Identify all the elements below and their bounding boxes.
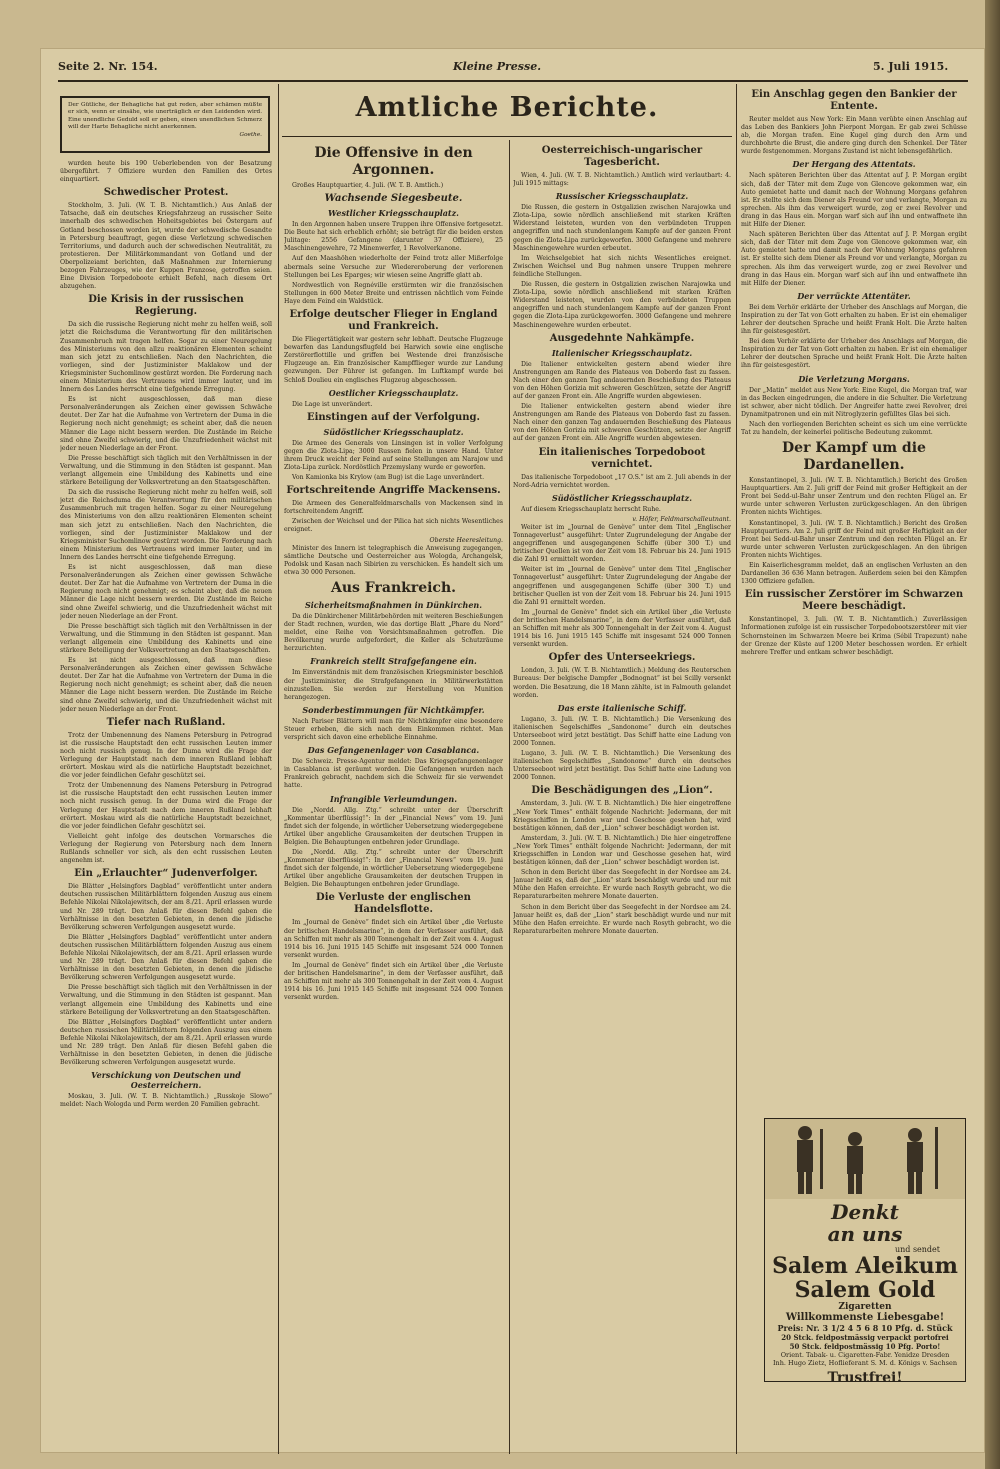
article-text: Im „Journal de Genève“ findet sich ein Artikel über „die Verluste der britischen Handelsmarine“, in dem der Verfasser ausführt, daß an Schiffen mit mehr als 300 Tonnengehalt in der Zeit vom 4. August 1914 bis 16. Juni 1915 145 Schiffe mit insgesamt 524 000 Tonnen versenkt wurden. [513, 608, 731, 649]
article-text: Im „Journal de Genève“ findet sich ein Artikel über „die Verluste der britischen Handelsmarine“, in dem der Verfasser ausführt, daß an Schiffen mit mehr als 300 Tonnengehalt in der Zeit vom 4. August 1914 bis 16. Juni 1915 145 Schiffe mit insgesamt 524 000 Tonnen versenkt wurden. [284, 961, 503, 1002]
headline: Oesterreichisch-ungarischer Tagesbericht. [541, 145, 703, 168]
section-label: Südöstlicher Kriegsschauplatz. [323, 426, 464, 437]
headline: Schwedischer Protest. [103, 187, 229, 199]
article-text: Die „Nordd. Allg. Ztg.“ schreibt unter der Überschrift „Kommentar überflüssig!“: In der „Financial News“ vom 19. Juni findet sich der folgende, in wörtlicher Uebersetzung wiedergegebene Artikel über angebliche Grausamkeiten der deutschen Truppen in Belgien. Die Behauptungen entbehren jeder Grundlage. [284, 848, 503, 889]
headline: Ein russischer Zerstörer im Schwarzen Meere beschädigt. [744, 589, 964, 613]
article-text: Schon in dem Bericht über das Seegefecht in der Nordsee am 24. Januar heißt es, daß der „Lion“ stark beschädigt wurde und nur mit Mühe den Hafen erreichte. Er wurde nach Rosyth gebracht, wo die Reparaturarbeiten mehrere Monate dauerten. [513, 869, 731, 901]
section-label: Oestlicher Kriegsschauplatz. [328, 387, 459, 398]
article-text: Die Italiener entwickelten gestern abend wieder ihre Anstrengungen am Rande des Plateaus von Doberdo fast zu fassen. Nach einer den ganzen Tag andauernden Beschießung des Plateaus von den Höhen Gorizia mit schweren Geschützen, setzte der Angriff auf der ganzen Front ein. Alle Angriffe wurden abgewiesen. [513, 360, 731, 400]
main-title: Amtliche Berichte. [355, 92, 659, 123]
article-text: Konstantinopel, 3. Juli. (W. T. B. Nichtamtlich.) Bericht des Großen Hauptquartiers. Am 2. Juli griff der Feind mit großer Heftigkeit an der Front bei Sedd-ul-Bahr unser Zentrum und den rechten Flügel an. Er wurde unter schweren Verlusten zurückgeschlagen. An den übrigen Fronten nichts Wichtiges. [741, 477, 967, 517]
article-text: Weiter ist im „Journal de Genève“ unter dem Titel „Englischer Tonnageverlust“ ausgeführt: Unter Zugrundelegung der Angabe der angegriffenen und ausgegangenen Schiffe (über 300 T.) und britischer Quellen ist von der Zeit vom 18. Februar bis 24. Juni 1915 die Zahl 91 ermittelt worden. [513, 566, 731, 606]
column-4 [741, 86, 967, 1112]
column-divider [509, 140, 510, 1454]
article-text: Die Armee des Generals von Linsingen ist in voller Verfolgung gegen die Zlota-Lipa; 3000 Russen fielen in unsere Hand. Unter ihrem Druck weicht der Feind auf seine Stellungen am Narajow und Zlota-Lipa zurück. Nordöstlich Przemyslany wurde er geworfen. [284, 439, 503, 471]
ad-brand: Salem Aleikum [772, 1253, 958, 1279]
ad-text: Orient. Tabak- u. Cigaretten-Fabr. Yenidze Dresden [780, 1351, 950, 1359]
subheadline: Sonderbestimmungen für Nichtkämpfer. [302, 704, 485, 715]
column-3 [513, 142, 731, 1452]
header-rule [58, 80, 968, 82]
article-text: Nordwestlich von Regnéville erstürmten wir die französischen Stellungen in 600 Meter Breite und entrissen nächtlich vom Feinde Haye dem Feind ein Waldstück. [284, 281, 503, 305]
subheadline: Der verrückte Attentäter. [797, 290, 911, 301]
article-text: Im Weichselgebiet hat sich nichts Wesentliches ereignet. Zwischen Weichsel und Bug nahmen unsere Truppen mehrere feindliche Stellungen. [513, 254, 731, 278]
article-text: Die Blätter „Helsingfors Dagblad“ veröffentlicht unter andern deutschen russischen Militärblättern folgenden Auszug aus einem Befehle Nikolai Nikolajewitsch, der am 8./21. April erlassen wurde und Nr. 289 trägt. Den Anlaß für diesen Befehl gaben die Verhältnisse in den besetzten Gebieten, in denen die jüdische Bevölkerung schweren Verfolgungen ausgesetzt wurde. [60, 933, 272, 982]
subheadline: Der Hergang des Attentats. [792, 159, 916, 170]
headline: Einstingen auf der Verfolgung. [306, 411, 480, 423]
headline: Die Verluste der englischen Handelsflotte. [316, 892, 471, 916]
subheadline: Frankreich stellt Strafgefangene ein. [310, 656, 477, 667]
section-label: Südöstlicher Kriegsschauplatz. [551, 492, 692, 503]
column-divider [736, 84, 737, 1454]
article-text: wurden heute bis 190 Ueberlebenden von der Besatzung übergeführt. 7 Offiziere wurden den Familien des Ortes einquartiert. [60, 160, 272, 184]
column-1 [60, 160, 272, 1450]
article-text: Lugano, 3. Juli. (W. T. B. Nichtamtlich.) Die Versenkung des italienischen Segelschiffes „Sandonome“ durch ein deutsches Unterseeboot wird jetzt bestätigt. Das Schiff hatte eine Ladung von 2000 Tonnen. [513, 715, 731, 747]
article-text: Die Schweiz. Presse-Agentur meldet: Das Kriegsgefangenenlager in Casablanca ist geräumt worden. Die Gefangenen wurden nach Frankreich gebracht, nachdem sich die Schweiz für sie verwendet hatte. [284, 758, 503, 790]
article-text: Es ist nicht ausgeschlossen, daß man diese Personalveränderungen als Zeichen einer gewissen Schwäche deutet. Der Zar hat die Aufnahme von Vertretern der Duma in die Regierung noch nicht genehmigt; es scheint aber, daß die neuen Männer die Lage nicht bessern werden. Die Zustände im Reiche sind ohne Zweifel schwierig, und die Unzufriedenheit wächst mit jeder neuen Niederlage an der Front. [60, 564, 272, 620]
ad-slogan: Trustfrei! [827, 1370, 903, 1382]
headline: Opfer des Unterseekriegs. [548, 652, 696, 664]
header-date: 5. Juli 1915. [873, 60, 949, 73]
ad-headline: Denkt [831, 1200, 899, 1224]
article-text: Ein Kaiserlichesgramm meldet, daß an englischen Verlusten an den Dardanellen 36 636 Mann betragen. Außerdem seien bei den Kämpfen 1300 Offiziere gefallen. [741, 562, 967, 586]
article-text: Im Einverständnis mit dem französischen Kriegsminister beschloß der Justizminister, die Strafgefangenen in Militärwerkstätten einzustellen. Sie werden zur Herstellung von Munition herangezogen. [284, 669, 503, 701]
article-text: Es ist nicht ausgeschlossen, daß man diese Personalveränderungen als Zeichen einer gewissen Schwäche deutet. Der Zar hat die Aufnahme von Vertretern der Duma in die Regierung noch nicht genehmigt; es scheint aber, daß die neuen Männer die Lage nicht bessern werden. Die Zustände im Reiche sind ohne Zweifel schwierig, und die Unzufriedenheit wächst mit jeder neuen Niederlage an der Front. [60, 657, 272, 713]
article-text: Die Italiener entwickelten gestern abend wieder ihre Anstrengungen am Rande des Plateaus von Doberdo fast zu fassen. Nach einer den ganzen Tag andauernden Beschießung des Plateaus von den Höhen Gorizia mit schweren Geschützen, setzte der Angriff auf der ganzen Front ein. Alle Angriffe wurden abgewiesen. [513, 403, 731, 443]
ad-brand: Salem Gold [794, 1277, 936, 1303]
soldiers-illustration [765, 1119, 965, 1199]
article-text: Die Presse beschäftigt sich täglich mit den Verhältnissen in der Verwaltung, und die Stimmung in den Städten ist gespannt. Man verlangt allgemein eine Umbildung des Kabinetts und eine stärkere Beteiligung der Volksvertretung an den Staatsgeschäften. [60, 984, 272, 1016]
article-text: Reuter meldet aus New York: Ein Mann verübte einen Anschlag auf das Leben des Bankiers John Pierpont Morgan. Er gab zwei Schüsse ab, die Morgan trafen. Eine Kugel ging durch den Arm und durchbohrte die Brust, die andere ging durch den Schenkel. Der Täter wurde festgenommen. Morgans Zustand ist nicht lebensgefährlich. [741, 116, 967, 156]
section-label: Russischer Kriegsschauplatz. [555, 191, 689, 202]
headline: Ein italienisches Torpedoboot vernichtet. [538, 446, 706, 470]
subheadline: Die Verletzung Morgans. [798, 373, 910, 384]
article-text: Das italienische Torpedoboot „17 O.S.“ ist am 2. Juli abends in der Nord-Adria vernichtet worden. [513, 473, 731, 489]
article-text: Die Presse beschäftigt sich täglich mit den Verhältnissen in der Verwaltung, und die Stimmung in den Städten ist gespannt. Man verlangt allgemein eine Umbildung des Kabinetts und eine stärkere Beteiligung der Volksvertretung an den Staatsgeschäften. [60, 622, 272, 654]
headline: Der Kampf um die Dardanellen. [782, 440, 926, 474]
headline: Ein Anschlag gegen den Bankier der Entente. [751, 89, 957, 112]
article-text: Da die Dünkirchener Militärbehörden mit weiteren Beschießungen der Stadt rechnen, wurden, wie das dortige Blatt „Phare du Nord“ meldet, eine Reihe von Vorsichtsmaßnahmen getroffen. Die Bevölkerung wurde aufgefordert, die Keller als Schutzräume herzurichten. [284, 613, 503, 653]
headline: Die Offensive in den Argonnen. [314, 145, 473, 178]
article-text: Lugano, 3. Juli. (W. T. B. Nichtamtlich.) Die Versenkung des italienischen Segelschiffes „Sandonome“ durch ein deutsches Unterseeboot wird jetzt bestätigt. Das Schiff hatte eine Ladung von 2000 Tonnen. [513, 750, 731, 782]
ad-text: 20 Stck. feldpostmässig verpackt portofrei [781, 1333, 949, 1342]
article-text: Bei dem Verhör erklärte der Urheber des Anschlags auf Morgan, die Inspiration zu der Tat von Gott erhalten zu haben. Er ist ein ehemaliger Lehrer der deutschen Sprache und heißt Frank Holt. Die Ärzte halten ihn für geistesgestört. [741, 303, 967, 336]
article-text: Konstantinopel, 3. Juli. (W. T. B. Nichtamtlich.) Bericht des Großen Hauptquartiers. Am 2. Juli griff der Feind mit großer Heftigkeit an der Front bei Sedd-ul-Bahr unser Zentrum und den rechten Flügel an. Er wurde unter schweren Verlusten zurückgeschlagen. An den übrigen Fronten nichts Wichtiges. [741, 519, 967, 559]
dateline: Wien, 4. Juli. (W. T. B. Nichtamtlich.) Amtlich wird verlautbart: 4. Juli 1915 mittags: [513, 172, 731, 188]
ad-text: Willkommenste Liebesgabe! [785, 1312, 945, 1323]
headline: Tiefer nach Rußland. [106, 716, 226, 728]
article-text: Zwischen der Weichsel und der Pilica hat sich nichts Wesentliches ereignet. [284, 518, 503, 534]
subheadline: Verschickung von Deutschen und Oesterreichern. [91, 1070, 241, 1091]
headline: Die Beschädigungen des „Lion“. [531, 785, 713, 797]
article-text: Nach den vorliegenden Berichten scheint es sich um eine verrückte Tat zu handeln, der keinerlei politische Bedeutung zukommt. [741, 420, 967, 436]
article-text: Bei dem Verhör erklärte der Urheber des Anschlags auf Morgan, die Inspiration zu der Tat von Gott erhalten zu haben. Er ist ein ehemaliger Lehrer der deutschen Sprache und heißt Frank Holt. Die Ärzte halten ihn für geistesgestört. [741, 338, 967, 370]
headline: Erfolge deutscher Flieger in England und Frankreich. [289, 309, 498, 333]
article-text: Konstantinopel, 3. Juli. (W. T. B. Nichtamtlich.) Zuverlässigen Informationen zufolge ist ein russischer Torpedobootszerstörer mit vier Schornsteinen im Schwarzen Meere bei Krima (Sébil Trapezunt) nahe der Grenze der Küste auf 1200 Meter beschossen worden. Er erhielt mehrere Treffer und entkam schwer beschädigt. [741, 616, 967, 656]
article-text: Nach späteren Berichten über das Attentat auf J. P. Morgan ergibt sich, daß der Täter mit dem Zuge von Glencove gekommen war, ein Auto gemietet hatte und damit nach der Wohnung Morgans gefahren ist. Er stellte sich dem Diener als Freund vor und verlangte, Morgan zu sprechen. Als ihm das verweigert wurde, zog er zwei Revolver und drang in das Haus ein. Morgan warf sich auf ihn und entwaffnete ihn mit Hilfe der Diener. [741, 172, 967, 229]
article-text: In den Argonnen haben unsere Truppen ihre Offensive fortgesetzt. Die Beute hat sich erheblich erhöht; sie beträgt für die beiden ersten Julitage: 2556 Gefangene (darunter 37 Offiziere), 25 Maschinengewehre, 72 Minenwerfer, 1 Revolverkanone. [284, 221, 503, 253]
article-text: Im „Journal de Genève“ findet sich ein Artikel über „die Verluste der britischen Handelsmarine“, in dem der Verfasser ausführt, daß an Schiffen mit mehr als 300 Tonnengehalt in der Zeit vom 4. August 1914 bis 16. Juni 1915 145 Schiffe mit insgesamt 524 000 Tonnen versenkt wurden. [284, 919, 503, 959]
section-label: Italienischer Kriegsschauplatz. [551, 347, 693, 358]
article-text: Weiter ist im „Journal de Genève“ unter dem Titel „Englischer Tonnageverlust“ ausgeführt: Unter Zugrundelegung der Angabe der angegriffenen und ausgegangenen Schiffe (über 300 T.) und britischer Quellen ist von der Zeit vom 18. Februar bis 24. Juni 1915 die Zahl 91 ermittelt worden. [513, 523, 731, 564]
headline: Ausgedehnte Nahkämpfe. [549, 332, 695, 344]
headline: Fortschreitende Angriffe Mackensens. [286, 485, 501, 497]
article-text: Die „Nordd. Allg. Ztg.“ schreibt unter der Überschrift „Kommentar überflüssig!“: In der „Financial News“ vom 19. Juni findet sich der folgende, in wörtlicher Uebersetzung wiedergegebene Artikel über angebliche Grausamkeiten der deutschen Truppen in Belgien. Die Behauptungen entbehren jeder Grundlage. [284, 806, 503, 846]
article-text: Nach späteren Berichten über das Attentat auf J. P. Morgan ergibt sich, daß der Täter mit dem Zuge von Glencove gekommen war, ein Auto gemietet hatte und damit nach der Wohnung Morgans gefahren ist. Er stellte sich dem Diener als Freund vor und verlangte, Morgan zu sprechen. Als ihm das verweigert wurde, zog er zwei Revolver und drang in das Haus ein. Morgan warf sich auf ihn und entwaffnete ihn mit Hilfe der Diener. [741, 231, 967, 287]
article-text: Da sich die russische Regierung nicht mehr zu helfen weiß, soll jetzt die Reichsduma die Verantwortung für den militärischen Zusammenbruch mit tragen helfen. Sogar zu einer Neuregelung des Ministeriums von den allzu reaktionären Elementen scheint man sich jetzt zu entschließen. Nach den Nachrichten, die vorliegen, sind der Justizminister Maklakow und der Kriegsminister Suchomlinow gestürzt worden. Die Forderung nach einem Ministerium des Vertrauens wird immer lauter, und im Innern des Landes herrscht eine tiefgehende Erregung. [60, 321, 272, 394]
article-text: Trotz der Umbenennung des Namens Petersburg in Petrograd ist die russische Hauptstadt den echt russischen Leuten immer noch nicht russisch genug. In der Duma wird die Frage der Verlegung der Hauptstadt nach dem inneren Rußland lebhaft erörtert. Moskau wird als die natürliche Hauptstadt bezeichnet, die vor jeder feindlichen Gefahr geschützt sei. [60, 782, 272, 830]
page-edge [985, 0, 1000, 1469]
article-text: Es ist nicht ausgeschlossen, daß man diese Personalveränderungen als Zeichen einer gewissen Schwäche deutet. Der Zar hat die Aufnahme von Vertretern der Duma in die Regierung noch nicht genehmigt; es scheint aber, daß die neuen Männer die Lage nicht bessern werden. Die Zustände im Reiche sind ohne Zweifel schwierig, und die Unzufriedenheit wächst mit jeder neuen Niederlage an der Front. [60, 396, 272, 452]
column-2 [284, 142, 503, 1452]
ad-text: 50 Stck. feldpostmässig 10 Pfg. Porto! [789, 1342, 941, 1351]
article-text: Vielleicht geht infolge des deutschen Vormarsches die Verlegung der Regierung von Petersburg nach dem Innern Rußlands schneller vor sich, als den echt russischen Leuten angenehm ist. [60, 832, 272, 865]
article-text: Die Fliegertätigkeit war gestern sehr lebhaft. Deutsche Flugzeuge bewarfen das Landungsflugfeld bei Harwich sowie eine englische Zerstörerflottille und griffen bei Westende drei französische Flugzeuge an. Ein französischer Kampfflieger wurde zur Landung gezwungen. Der Führer ist gefangen. Im Luftkampf wurde bei Schloß Doulieu ein englisches Flugzeug abgeschossen. [284, 336, 503, 384]
section-label: Westlicher Kriegsschauplatz. [328, 208, 459, 219]
article-text: Die Blätter „Helsingfors Dagblad“ veröffentlicht unter andern deutschen russischen Militärblättern folgenden Auszug aus einem Befehle Nikolai Nikolajewitsch, der am 8./21. April erlassen wurde und Nr. 289 trägt. Den Anlaß für diesen Befehl gaben die Verhältnisse in den besetzten Gebieten, in denen die jüdische Bevölkerung schweren Verfolgungen ausgesetzt wurde. [60, 883, 272, 931]
headline: Ein „Erlauchter“ Judenverfolger. [74, 868, 258, 880]
motto-author: Goethe. [239, 131, 262, 138]
article-text: Trotz der Umbenennung des Namens Petersburg in Petrograd ist die russische Hauptstadt den echt russischen Leuten immer noch nicht russisch genug. In der Duma wird die Frage der Verlegung der Hauptstadt nach dem inneren Rußland lebhaft erörtert. Moskau wird als die natürliche Hauptstadt bezeichnet, die vor jeder feindlichen Gefahr geschützt sei. [60, 731, 272, 780]
dateline: Großes Hauptquartier, 4. Juli. (W. T. B. Amtlich.) [292, 182, 444, 189]
ad-price: Preis: Nr. 3 1/2 4 5 6 8 10 Pfg. d. Stück [777, 1323, 953, 1333]
advertisement [764, 1118, 966, 1382]
article-text: Nach Pariser Blättern will man für Nichtkämpfer eine besondere Steuer erheben, die sich nach dem Einkommen richtet. Man verspricht sich davon eine erhebliche Einnahme. [284, 717, 503, 742]
article-text: Der „Matin“ meldet aus New York: Eine Kugel, die Morgan traf, war in das Becken eingedrungen, die andere in die Schulter. Die Verletzung ist schwer, aber nicht tödlich. Der Angreifer hatte zwei Revolver, drei Dynamitpatronen und ein mit Nitroglyzerin gefülltes Glas bei sich. [741, 386, 967, 418]
headline: Aus Frankreich. [331, 580, 456, 596]
page-header [58, 60, 968, 80]
motto-box [60, 96, 270, 153]
subheadline: Das Gefangenenlager von Casablanca. [307, 745, 480, 756]
article-text: Stockholm, 3. Juli. (W. T. B. Nichtamtlich.) Aus Anlaß der Tatsache, daß ein deutsches Kriegsfahrzeug an russischer Seite innerhalb des schwedischen Hoheitsgebietes bei Östergarn auf Gotland beschossen worden ist, wurde der schwedische Gesandte in Petersburg beauftragt, gegen diese Verletzung schwedischen Territoriums, und dadurch auch der schwedischen Neutralität, zu protestieren. Der Militärkommandant von Gotland und der Oberpolizeiamt berichten, daß Maßnahmen zur Internierung bezogen Fahrzeuges, wie der Kuppen Franzose, getroffen seien. Eine Division Torpedoboote erhielt Befehl, nach diesem Ort abzugehen. [60, 202, 272, 291]
article-text: Die Lage ist unverändert. [292, 400, 373, 408]
article-text: Moskau, 3. Juli. (W. T. B. Nichtamtlich.) „Russkoje Slowo“ meldet: Nach Wologda und Perm werden 20 Familien gebracht. [60, 1093, 272, 1109]
article-text: London, 3. Juli. (W. T. B. Nichtamtlich.) Meldung des Reuterschen Bureaus: Der belgische Dampfer „Bodnognat“ ist bei Scilly versenkt worden. Die Besatzung, die 18 Mann zählte, ist in Falmouth gelandet worden. [513, 667, 731, 699]
article-text: Amsterdam, 3. Juli. (W. T. B. Nichtamtlich.) Die hier eingetroffene „New York Times“ enthält folgende Nachricht: Jedermann, der mit Kriegsschiffen in London war und Geschosse gesehen hat, wird bestätigen können, daß der „Lion“ schwer beschädigt worden ist. [513, 834, 731, 867]
article-text: Die Blätter „Helsingfors Dagblad“ veröffentlicht unter andern deutschen russischen Militärblättern folgenden Auszug aus einem Befehle Nikolai Nikolajewitsch, der am 8./21. April erlassen wurde und Nr. 289 trägt. Den Anlaß für diesen Befehl gaben die Verhältnisse in den besetzten Gebieten, in denen die jüdische Bevölkerung schweren Verfolgungen ausgesetzt wurde. [60, 1018, 272, 1067]
ad-headline: an uns [827, 1222, 903, 1246]
headline: Die Krisis in der russischen Regierung. [88, 294, 244, 318]
article-text: Die Russen, die gestern in Ostgalizien zwischen Narajowka und Zlota-Lipa, sowie nördlich anschließend mit starken Kräften Widerstand leisteten, wurden von den verbündeten Truppen angegriffen und nach stundenlangem Kampfe auf der ganzen Front gegen die Zlota-Lipa zurückgeworfen. 3000 Gefangene und mehrere Maschinengewehre wurden erbeutet. [513, 281, 731, 329]
header-page-number: Seite 2. Nr. 154. [58, 60, 158, 73]
article-text: Minister des Innern ist telegraphisch die Anweisung zugegangen, sämtliche Deutsche und Oesterreicher aus Wologda, Archangelsk, Podolsk und Kasan nach Sibirien zu verschicken. Es handelt sich um etwa 30 000 Personen. [284, 544, 503, 576]
article-text: Auf den Maashöhen wiederholte der Feind trotz aller Mißerfolge abermals seine Versuche zur Wiedereroberung der verlorenen Stellungen bei Les Eparges; wir wiesen seine Angriffe glatt ab. [284, 255, 503, 279]
article-text: Da sich die russische Regierung nicht mehr zu helfen weiß, soll jetzt die Reichsduma die Verantwortung für den militärischen Zusammenbruch mit tragen helfen. Sogar zu einer Neuregelung des Ministeriums von den allzu reaktionären Elementen scheint man sich jetzt zu entschließen. Nach den Nachrichten, die vorliegen, sind der Justizminister Maklakow und der Kriegsminister Suchomlinow gestürzt worden. Die Forderung nach einem Ministerium des Vertrauens wird immer lauter, und im Innern des Landes herrscht eine tiefgehende Erregung. [60, 489, 272, 561]
signature: Oberste Heeresleitung. [429, 536, 503, 544]
subheadline: Sicherheitsmaßnahmen in Dünkirchen. [304, 600, 483, 610]
article-text: Amsterdam, 3. Juli. (W. T. B. Nichtamtlich.) Die hier eingetroffene „New York Times“ enthält folgende Nachricht: Jedermann, der mit Kriegsschiffen in London war und Geschosse gesehen hat, wird bestätigen können, daß der „Lion“ schwer beschädigt worden ist. [513, 800, 731, 832]
column-divider [278, 84, 279, 1454]
signature: v. Höfer, Feldmarschalleutnant. [632, 515, 731, 523]
ad-text: Zigaretten [838, 1302, 892, 1312]
subheadline: Infrangible Verleumdungen. [329, 793, 458, 804]
article-text: Die Presse beschäftigt sich täglich mit den Verhältnissen in der Verwaltung, und die Stimmung in den Städten ist gespannt. Man verlangt allgemein eine Umbildung des Kabinetts und eine stärkere Beteiligung der Volksvertretung an den Staatsgeschäften. [60, 454, 272, 487]
subheadline: Wachsende Siegesbeute. [324, 193, 463, 205]
article-text: Schon in dem Bericht über das Seegefecht in der Nordsee am 24. Januar heißt es, daß der „Lion“ stark beschädigt wurde und nur mit Mühe den Hafen erreichte. Er wurde nach Rosyth gebracht, wo die Reparaturarbeiten mehrere Monate dauerten. [513, 903, 731, 935]
article-text: Die Armeen des Generalfeldmarschalls von Mackensen sind in fortschreitendem Angriff. [284, 500, 503, 516]
ad-text: Inh. Hugo Zietz, Hoflieferant S. M. d. Königs v. Sachsen [772, 1359, 958, 1367]
article-text: Die Russen, die gestern in Ostgalizien zwischen Narajowka und Zlota-Lipa, sowie nördlich anschließend mit starken Kräften Widerstand leisteten, wurden von den verbündeten Truppen angegriffen und nach stundenlangem Kampfe auf der ganzen Front gegen die Zlota-Lipa zurückgeworfen. 3000 Gefangene und mehrere Maschinengewehre wurden erbeutet. [513, 204, 731, 252]
motto-text: Der Gütliche, der Behagliche hat gut reden, aber schämen müßte er sich, wenn er einsähe, wie unerträglich er den Leidenden wird. Eine unendliche Geduld soll er geben, einen unendlichen Schmerz will der Harte Behagliche nicht anerkennen. [68, 102, 262, 131]
article-text: Auf diesem Kriegsschauplatz herrscht Ruhe. [521, 505, 661, 513]
subheadline: Das erste italienische Schiff. [557, 702, 687, 713]
section-rule [282, 136, 732, 137]
article-text: Von Kamionka bis Krylow (am Bug) ist die Lage unverändert. [292, 474, 485, 482]
header-paper-name: Kleine Presse. [453, 60, 542, 73]
ad-text: und sendet [894, 1245, 940, 1254]
